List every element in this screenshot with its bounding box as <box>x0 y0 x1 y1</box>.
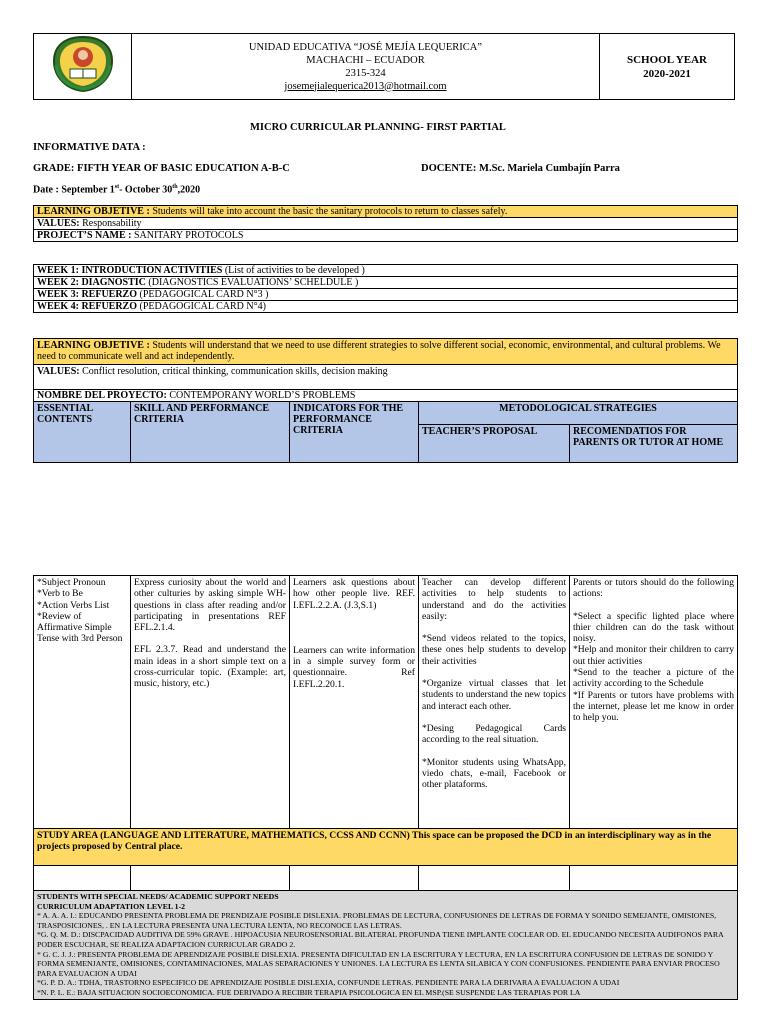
header-teacher-proposal: TEACHER’S PROPOSAL <box>419 425 570 463</box>
content-table <box>33 575 738 1000</box>
school-year-label: SCHOOL YEAR <box>627 53 707 66</box>
header-essential-contents: ESSENTIAL CONTENTS <box>34 402 131 463</box>
school-name: UNIDAD EDUCATIVA “JOSÉ MEJÍA LEQUERICA” <box>248 41 483 53</box>
special-needs-line: * G. C. J. J.: PRESENTA PROBLEMA DE APRENDIZAJE POSIBLE DISLEXIA. PRESENTA DIFICULTAD EN LA ESCRITURA Y LECTURA, EN LA ESCRITURA CONFUSION DE LETRAS DE SONIDO Y FORMA SEMENJANTE, OMISIONES, CONTAMINACIONES, MALAS SEPARACIONES Y UNIONES. LA LECTURA ES LENTA SILABICA Y CON CONFUSIONES. PENDIENTE PARA ENVIAR PROCESO PARA EVALUACION A UDAI <box>37 949 720 978</box>
study-area-cell: STUDY AREA (LANGUAGE AND LITERATURE, MATHEMATICS, CCSS AND CCNN) This space can be proposed the DCD in an interdisciplinary way as in the projects proposed by Central place. <box>34 829 738 866</box>
values-2: VALUES: Conflict resolution, critical thinking, communication skills, decision making <box>34 365 738 390</box>
values-1: VALUES: Responsability <box>34 218 738 230</box>
header-indicators: INDICATORS FOR THE PERFORMANCE CRITERIA <box>290 402 419 463</box>
project-name-1: PROJECT’S NAME : SANITARY PROTOCOLS <box>34 230 738 242</box>
empty-cell <box>131 866 290 891</box>
school-info-cell <box>132 34 600 100</box>
special-needs-cell <box>34 891 738 1000</box>
grade-line: GRADE: FIFTH YEAR OF BASIC EDUCATION A-B-C <box>33 163 290 174</box>
empty-cell <box>34 866 131 891</box>
teacher-proposal-cell: Teacher can develop different activities to help students to understand and do the activities easily: *Send videos related to the topics, these ones help students to develop their activities *Organize virtual classes that let students to understand the new topics and interact each other. *Desing Pedagogical Cards according to the real situation. *Monitor students using WhatsApp, viedo chats, e-mail, Facebook or other plataforms. <box>419 576 570 829</box>
docente-line: DOCENTE: M.Sc. Mariela Cumbajín Parra <box>421 163 620 174</box>
learning-objective-1: LEARNING OBJETIVE : Students will take into account the basic the sanitary protocols to return to classes safely. <box>34 206 738 218</box>
weeks-table <box>33 264 738 313</box>
school-year-value: 2020-2021 <box>643 67 691 80</box>
parents-recommendations-cell: Parents or tutors should do the following actions: *Select a specific lighted place where thier children can do the task without noisy. *Help and monitor their children to carry out thier activities *Send to the teacher a picture of the activity according to the Schedule *If Parents or tutors have problems with the internet, please let me know in order to help you. <box>570 576 738 829</box>
header-table <box>33 33 735 100</box>
empty-cell <box>419 866 570 891</box>
special-needs-line: *G. P. D. A.: TDHA, TRASTORNO ESPECIFICO DE APRENDIZAJE POSIBLE DISLEXIA, CONFUNDE LETRAS. PENDIENTE PARA LA DERIVARA A EVALUACION A UDAI <box>37 978 620 988</box>
objective-table-1 <box>33 205 738 242</box>
week-row: WEEK 1: INTRODUCTION ACTIVITIES (List of activities to be developed ) <box>34 265 738 277</box>
special-needs-line: *N. P. L. E.: BAJA SITUACION SOCIOECONOMICA. FUE DERIVADO A RECIBIR TERAPIA PSICOLOGICA EN EL MSP.(SE SUSPENDE LAS TERAPIAS POR LA <box>37 987 581 997</box>
school-phone: 2315-324 <box>345 67 386 79</box>
essential-contents-cell: *Subject Pronoun *Verb to Be *Action Verbs List *Review of Affirmative Simple Tense with 3rd Person <box>34 576 131 829</box>
school-crest-icon <box>48 35 118 93</box>
header-recommendations: RECOMENDATIOS FOR PARENTS OR TUTOR AT HOME <box>570 425 738 463</box>
week-row: WEEK 4: REFUERZO (PEDAGOGICAL CARD N°4) <box>34 301 738 313</box>
date-line: Date : September 1st- October 30th,2020 <box>33 184 201 196</box>
content-row <box>34 576 738 829</box>
special-needs-line: * A. A. A. I.: EDUCANDO PRESENTA PROBLEMA DE PRENDIZAJE POSIBLE DISLEXIA. PROBLEMAS DE LECTURA, CONFUSIONES DE LETRAS DE FORMA Y SONIDO SEMEJANTE, OMISIONES, TRASPOSICIONES, . EN LA LECTURA PRESENTA UNA LECTURA LENTA, NO RECONOCE LAS LETRAS. <box>37 911 717 930</box>
school-location: MACHACHI – ECUADOR <box>306 54 425 66</box>
week-row: WEEK 3: REFUERZO (PEDAGOGICAL CARD N°3 ) <box>34 289 738 301</box>
learning-objective-2: LEARNING OBJETIVE : Students will understand that we need to use different strategies to solve different social, economic, environmental, and cultural problems. We need to communicate well and act independently. <box>34 339 738 365</box>
header-metodological-strategies: METODOLOGICAL STRATEGIES <box>419 402 738 425</box>
header-skill-criteria: SKILL AND PERFORMANCE CRITERIA <box>131 402 290 463</box>
skill-criteria-cell: Express curiosity about the world and other culturies by asking simple WH- questions in class after reading and/or participating in presentations REF EFL.2.1.4. EFL 2.3.7. Read and understand the main ideas in a short simple text on a cross-curricular topic. (Example: art, music, history, etc.) <box>131 576 290 829</box>
special-needs-line: *G. Q. M. D.: DISCPACIDAD AUDITIVA DE 59% GRAVE . HIPOACUSIA NEUROSENSORIAL BILATERAL PROFUNDA TIENE IMPLANTE COCLEAR OD. EL EDUCANDO NECESITA AUDIFONOS PARA PODER ESCUCHAR, SE REALIZA ADAPTACION CURRICULAR GRADO 2. <box>37 930 724 949</box>
document-title: MICRO CURRICULAR PLANNING- FIRST PARTIAL <box>250 122 506 133</box>
week-row: WEEK 2: DIAGNOSTIC (DIAGNOSTICS EVALUATIONS’ SCHELDULE ) <box>34 277 738 289</box>
empty-cell <box>570 866 738 891</box>
empty-cell <box>290 866 419 891</box>
curriculum-adaptation-title: CURRICULUM ADAPTATION LEVEL 1-2 <box>37 901 186 911</box>
special-needs-title: STUDENTS WITH SPECIAL NEEDS/ ACADEMIC SUPPORT NEEDS <box>37 892 279 901</box>
project-name-2: NOMBRE DEL PROYECTO: CONTEMPORANY WORLD’S PROBLEMS <box>34 390 738 402</box>
objective-table-2 <box>33 338 738 463</box>
school-year-cell <box>600 34 735 100</box>
indicators-cell: Learners ask questions about how other people live. REF. I.EFL.2.2.A. (J.3,S.1) Learners can write information in a simple survey form or questionnaire. Ref I.EFL.2.20.1. <box>290 576 419 829</box>
school-email-link[interactable]: josemejialequerica2013@hotmail.com <box>284 80 447 92</box>
logo-cell <box>34 34 132 100</box>
informative-data-heading: INFORMATIVE DATA : <box>33 142 146 153</box>
